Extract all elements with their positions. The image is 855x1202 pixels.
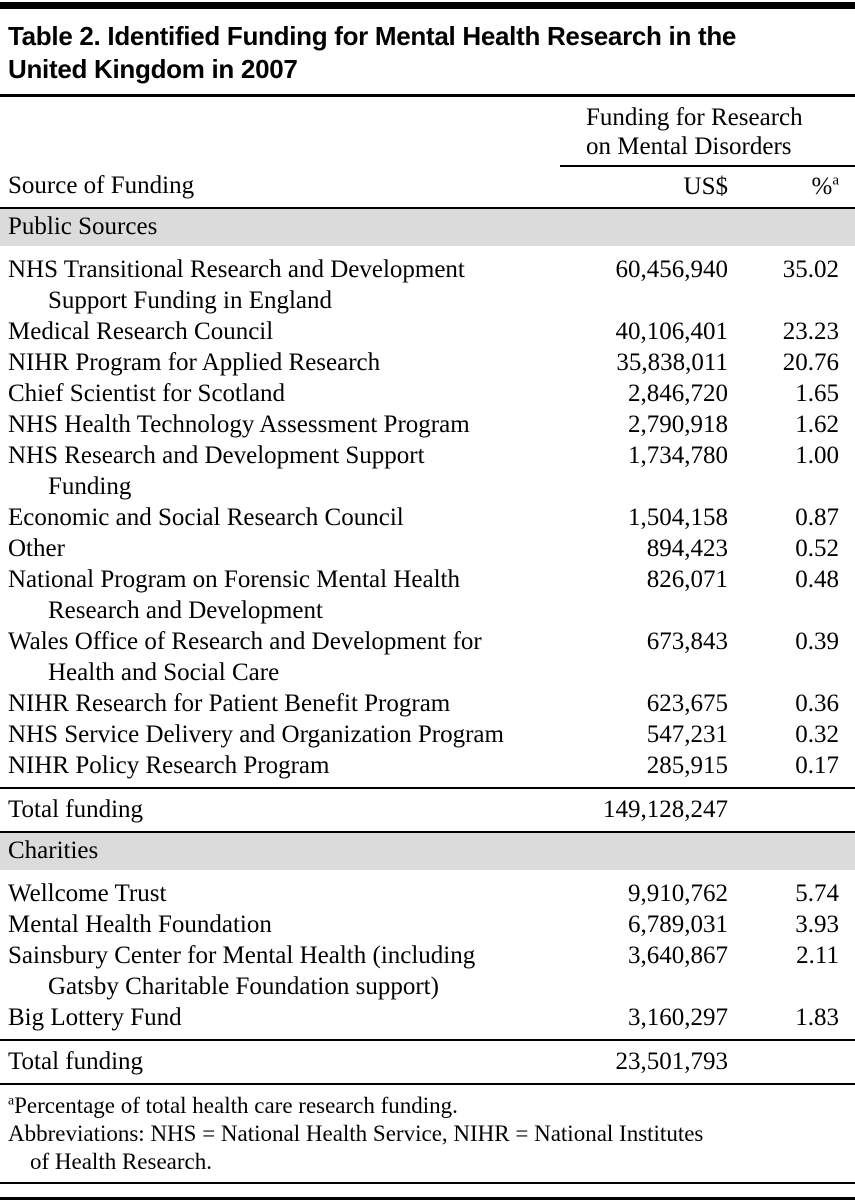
total-usd-value: 23,501,793 xyxy=(560,1040,730,1084)
table-row xyxy=(0,564,855,626)
pct-value: 35.02 xyxy=(782,256,839,283)
usd-value: 894,423 xyxy=(646,535,728,562)
table-row xyxy=(0,316,855,347)
usd-value: 285,915 xyxy=(646,752,728,779)
table-row xyxy=(0,626,855,688)
label-line: Big Lottery Fund xyxy=(8,1004,182,1031)
table-row xyxy=(0,378,855,409)
total-row xyxy=(0,1040,855,1084)
footnote-a-text: Percentage of total health care research funding. xyxy=(14,1093,458,1118)
usd-value: 1,734,780 xyxy=(628,442,728,469)
column-group-header-line: Funding for Research xyxy=(586,104,803,131)
label-line: Medical Research Council xyxy=(8,318,274,345)
total-row xyxy=(0,788,855,832)
column-header-row xyxy=(0,166,855,208)
label-line: NHS Service Delivery and Organization Program xyxy=(8,721,504,748)
funding-source-label xyxy=(0,347,560,378)
funding-source-label xyxy=(0,870,560,909)
table-row xyxy=(0,347,855,378)
total-pct-value xyxy=(730,1040,855,1084)
percent-sign: % xyxy=(811,173,833,200)
funding-source-label xyxy=(0,440,560,502)
usd-value: 673,843 xyxy=(646,628,728,655)
total-usd-value: 149,128,247 xyxy=(560,788,730,832)
funding-source-label xyxy=(0,750,560,788)
label-line: NIHR Policy Research Program xyxy=(8,752,330,779)
column-header-usd: US$ xyxy=(560,166,730,208)
pct-value: 5.74 xyxy=(795,880,839,907)
label-line: Wellcome Trust xyxy=(8,880,167,907)
usd-value: 547,231 xyxy=(646,721,728,748)
pct-value: 0.32 xyxy=(795,721,839,748)
usd-value: 60,456,940 xyxy=(615,256,728,283)
usd-value: 3,160,297 xyxy=(628,1004,728,1031)
pct-value: 1.65 xyxy=(795,380,839,407)
funding-table xyxy=(0,97,855,1085)
pct-value: 2.11 xyxy=(796,942,839,969)
label-line: Chief Scientist for Scotland xyxy=(8,380,286,407)
funding-source-label xyxy=(0,719,560,750)
total-pct-value xyxy=(730,788,855,832)
label-line: Wales Office of Research and Development for xyxy=(8,628,482,655)
pct-value: 20.76 xyxy=(782,349,839,376)
table-row xyxy=(0,688,855,719)
table-row xyxy=(0,870,855,909)
table-title-line: United Kingdom in 2007 xyxy=(8,54,298,84)
funding-source-label xyxy=(0,409,560,440)
pct-value: 0.17 xyxy=(795,752,839,779)
table-title xyxy=(0,9,855,97)
label-line: NIHR Program for Applied Research xyxy=(8,349,381,376)
pct-value: 1.62 xyxy=(795,411,839,438)
funding-source-label xyxy=(0,316,560,347)
footnote-abbreviations-line: Abbreviations: NHS = National Health Service, NIHR = National Institutes xyxy=(8,1121,704,1146)
usd-value: 40,106,401 xyxy=(615,318,728,345)
column-group-header xyxy=(560,97,855,166)
footnote-marker: a xyxy=(8,1092,15,1108)
table-row xyxy=(0,533,855,564)
table-row xyxy=(0,440,855,502)
funding-source-label xyxy=(0,564,560,626)
page xyxy=(0,2,855,1202)
funding-source-label xyxy=(0,533,560,564)
funding-source-label xyxy=(0,909,560,940)
table-row xyxy=(0,246,855,316)
usd-value: 2,846,720 xyxy=(628,380,728,407)
total-label: Total funding xyxy=(0,788,560,832)
label-line: NHS Transitional Research and Development xyxy=(8,256,465,283)
table-row xyxy=(0,750,855,788)
pct-value: 0.87 xyxy=(795,504,839,531)
label-line: Funding xyxy=(48,473,132,500)
total-label: Total funding xyxy=(0,1040,560,1084)
table-row xyxy=(0,502,855,533)
label-line: Support Funding in England xyxy=(48,287,333,314)
pct-value: 0.36 xyxy=(795,690,839,717)
usd-value: 623,675 xyxy=(646,690,728,717)
footnote-a xyxy=(8,1092,847,1120)
spanner-row xyxy=(0,97,855,166)
pct-value: 23.23 xyxy=(782,318,839,345)
label-line: Gatsby Charitable Foundation support) xyxy=(48,973,439,1000)
label-line: National Program on Forensic Mental Health xyxy=(8,566,460,593)
pct-value: 0.52 xyxy=(795,535,839,562)
section-band-public-sources xyxy=(0,208,855,246)
table-row xyxy=(0,940,855,1002)
column-header-source: Source of Funding xyxy=(0,166,560,208)
column-header-pct xyxy=(730,166,855,208)
usd-value: 6,789,031 xyxy=(628,911,728,938)
usd-value: 1,504,158 xyxy=(628,504,728,531)
spanner-spacer xyxy=(0,97,560,166)
pct-value: 1.00 xyxy=(795,442,839,469)
usd-value: 35,838,011 xyxy=(616,349,728,376)
footnote-marker: a xyxy=(832,172,839,189)
usd-value: 2,790,918 xyxy=(628,411,728,438)
label-line: Mental Health Foundation xyxy=(8,911,272,938)
usd-value: 826,071 xyxy=(646,566,728,593)
usd-value: 3,640,867 xyxy=(628,942,728,969)
funding-source-label xyxy=(0,1002,560,1040)
footnote-abbreviations-line: of Health Research. xyxy=(30,1149,213,1174)
footnote-rule xyxy=(0,1182,855,1184)
label-line: Research and Development xyxy=(48,597,323,624)
label-line: NHS Health Technology Assessment Program xyxy=(8,411,470,438)
footnote-abbreviations xyxy=(8,1120,847,1176)
pct-value: 0.48 xyxy=(795,566,839,593)
label-line: NHS Research and Development Support xyxy=(8,442,425,469)
funding-source-label xyxy=(0,688,560,719)
label-line: NIHR Research for Patient Benefit Program xyxy=(8,690,451,717)
usd-value: 9,910,762 xyxy=(628,880,728,907)
table-row xyxy=(0,909,855,940)
top-rule xyxy=(0,2,855,9)
pct-value: 3.93 xyxy=(795,911,839,938)
section-band-label: Public Sources xyxy=(0,208,855,246)
funding-source-label xyxy=(0,626,560,688)
section-band-charities xyxy=(0,832,855,870)
funding-source-label xyxy=(0,246,560,316)
table-title-line: Table 2. Identified Funding for Mental Health Research in the xyxy=(8,21,737,51)
label-line: Health and Social Care xyxy=(48,659,280,686)
footnotes xyxy=(0,1085,855,1176)
section-band-label: Charities xyxy=(0,832,855,870)
label-line: Other xyxy=(8,535,65,562)
pct-value: 0.39 xyxy=(795,628,839,655)
label-line: Economic and Social Research Council xyxy=(8,504,404,531)
funding-source-label xyxy=(0,940,560,1002)
table-row xyxy=(0,719,855,750)
funding-source-label xyxy=(0,378,560,409)
column-group-header-line: on Mental Disorders xyxy=(586,133,792,160)
label-line: Sainsbury Center for Mental Health (including xyxy=(8,942,476,969)
pct-value: 1.83 xyxy=(795,1004,839,1031)
funding-source-label xyxy=(0,502,560,533)
table-row xyxy=(0,409,855,440)
table-row xyxy=(0,1002,855,1040)
